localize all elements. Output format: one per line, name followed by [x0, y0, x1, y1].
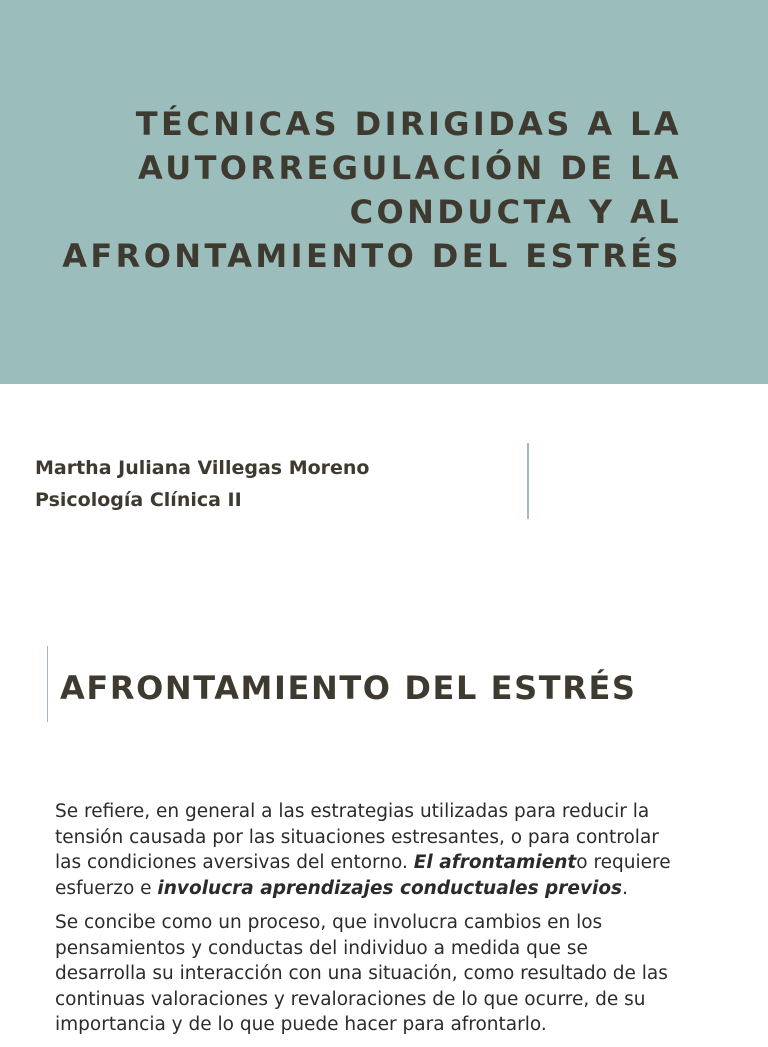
- paragraph-text: o requiere esfuerzo e: [55, 852, 671, 899]
- vertical-divider: [527, 443, 529, 519]
- paragraph-text: .: [622, 877, 628, 899]
- paragraph-process: Se concibe como un proceso, que involucra cambios en los pensamientos y conductas del individuo a medida que se desarrolla su interacción con una situación, como resultado de las continuas valoraciones y revaloraciones de lo que ocurre, de su importancia y de lo que puede hacer para afrontarlo.: [55, 912, 668, 1035]
- title-line: CONDUCTA Y AL: [349, 193, 682, 231]
- paragraph-definition: [55, 799, 685, 901]
- title-line: TÉCNICAS DIRIGIDAS A LA: [135, 105, 682, 143]
- title-slide-banner: [0, 0, 768, 384]
- title-slide-heading: [62, 102, 682, 278]
- author-name: Martha Juliana Villegas Moreno: [35, 457, 370, 479]
- section-accent-bar: [47, 646, 48, 722]
- title-line: AUTORREGULACIÓN DE LA: [138, 149, 682, 187]
- author-block: [35, 452, 370, 516]
- emphasis-text: involucra aprendizajes conductuales previos: [157, 877, 623, 899]
- course-name: Psicología Clínica II: [35, 489, 242, 511]
- section-heading: AFRONTAMIENTO DEL ESTRÉS: [60, 669, 637, 707]
- title-line: AFRONTAMIENTO DEL ESTRÉS: [62, 237, 682, 275]
- body-text: [55, 799, 685, 1047]
- paragraph-text: Se refiere, en general a las estrategias utilizadas para reducir la tensión causada por las situaciones estresantes, o para controlar las condiciones aversivas del entorno.: [55, 801, 659, 873]
- emphasis-text: El afrontamient: [413, 852, 577, 873]
